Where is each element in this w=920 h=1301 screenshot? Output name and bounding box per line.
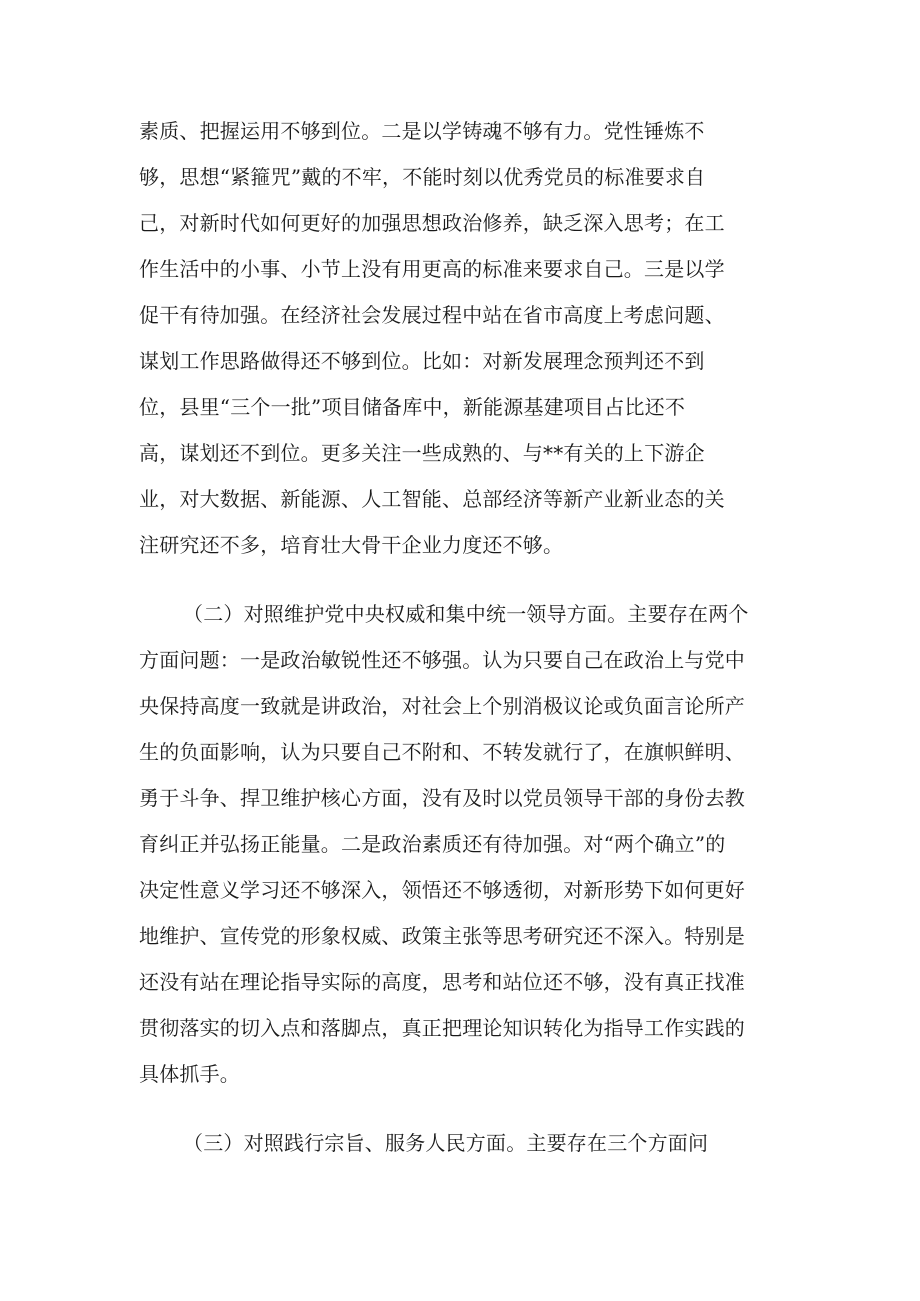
text-line: 素质、把握运用不够到位。二是以学铸魂不够有力。党性锤炼不	[139, 119, 705, 143]
text-line: 够，思想“紧箍咒”戴的不牢，不能时刻以优秀党员的标准要求自	[139, 165, 706, 189]
section-heading-2: （二）对照维护党中央权威和集中统一领导方面。主要存在两个	[183, 602, 749, 626]
text-line: 谋划工作思路做得还不够到位。比如：对新发展理念预判还不到	[139, 349, 705, 373]
text-line: 决定性意义学习还不够深入，领悟还不够透彻，对新形势下如何更好	[139, 878, 745, 902]
text-line: 勇于斗争、捍卫维护核心方面，没有及时以党员领导干部的身份去教	[139, 786, 745, 810]
text-line: 央保持高度一致就是讲政治，对社会上个别消极议论或负面言论所产	[139, 694, 745, 718]
text-line: 己，对新时代如何更好的加强思想政治修养，缺乏深入思考；在工	[139, 211, 725, 235]
text-line: 方面问题：一是政治敏锐性还不够强。认为只要自己在政治上与党中	[139, 648, 745, 672]
section-heading-3: （三）对照践行宗旨、服务人民方面。主要存在三个方面问	[183, 1131, 709, 1155]
text-line: 作生活中的小事、小节上没有用更高的标准来要求自己。三是以学	[139, 257, 725, 281]
text-line: 位，县里“三个一批”项目储备库中，新能源基建项目占比还不	[139, 395, 686, 419]
text-line: 地维护、宣传党的形象权威、政策主张等思考研究还不深入。特别是	[139, 924, 745, 948]
text-line: 促干有待加强。在经济社会发展过程中站在省市高度上考虑问题、	[139, 303, 725, 327]
text-line: 业，对大数据、新能源、人工智能、总部经济等新产业新业态的关	[139, 487, 725, 511]
text-line: 还没有站在理论指导实际的高度，思考和站位还不够，没有真正找准	[139, 970, 745, 994]
text-line: 生的负面影响，认为只要自己不附和、不转发就行了，在旗帜鲜明、	[139, 740, 745, 764]
text-line: 贯彻落实的切入点和落脚点，真正把理论知识转化为指导工作实践的	[139, 1016, 745, 1040]
text-line: 高，谋划还不到位。更多关注一些成熟的、与**有关的上下游企	[139, 441, 705, 465]
text-line: 育纠正并弘扬正能量。二是政治素质还有待加强。对“两个确立”的	[139, 832, 726, 856]
text-line: 注研究还不多，培育壮大骨干企业力度还不够。	[139, 533, 564, 557]
text-line: 具体抓手。	[139, 1062, 240, 1086]
